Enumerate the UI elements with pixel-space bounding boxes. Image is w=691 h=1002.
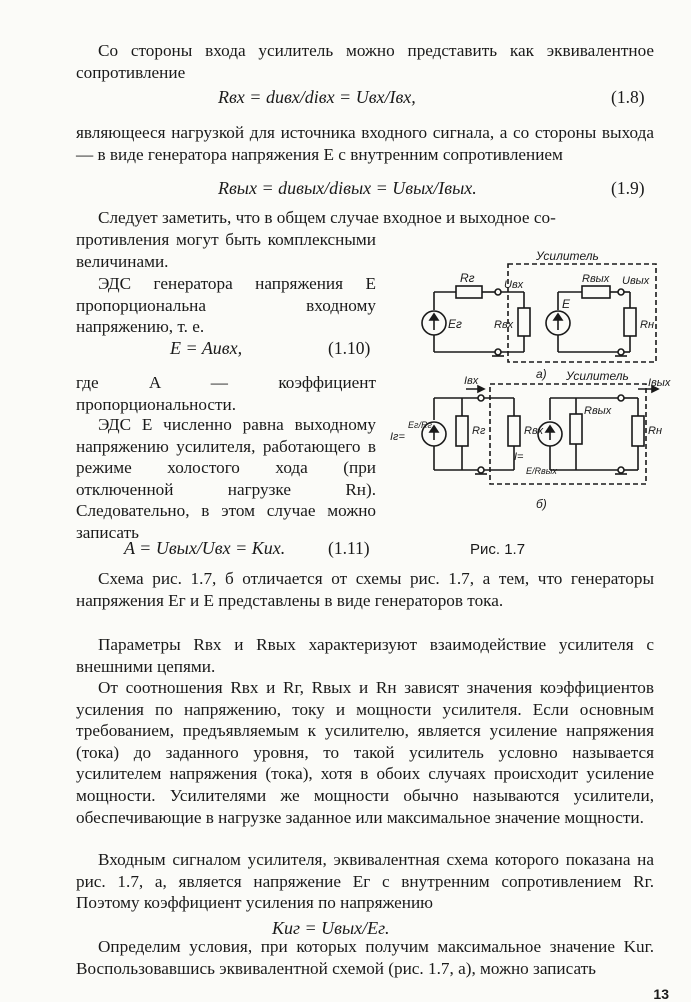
label-ig-fraction: Eг/Rг	[408, 420, 432, 430]
paragraph-output-resistance: являющееся нагрузкой для источника входного сигнала, а со стороны выхода — в виде генератора напряжения E с внутренним сопротивлением	[76, 123, 654, 164]
resistor-rg-a	[456, 286, 482, 298]
resistor-rvx-a	[518, 308, 530, 336]
equation-number-1-8: (1.8)	[611, 87, 645, 107]
formula-1-9: Rвых = duвых/diвых = Uвых/Iвых.	[218, 178, 477, 198]
paragraph-input-signal: Входным сигналом усилителя, эквивалентная схема которого показана на рис. 1.7, а, является напряжение Eг с внутренним сопротивлением Rг. Поэтому коэффициент усиления по напряжению	[76, 850, 654, 913]
paragraph-max-conditions: Определим условия, при которых получим максимальное значение Kuг. Воспользовавшись эквивалентной схемой (рис. 1.7, а), можно записать	[76, 937, 654, 978]
figure-1-7	[386, 248, 686, 528]
paragraph-figure-b-difference: Схема рис. 1.7, б отличается от схемы рис. 1.7, а тем, что генераторы напряжения Eг и E представлены в виде генераторов тока.	[76, 569, 654, 610]
paragraph-emf-proportional: ЭДС генератора напряжения E пропорциональна входному напряжению, т. е.	[76, 274, 376, 337]
paragraph-complex-note-a: Следует заметить, что в общем случае входное и выходное со-	[98, 208, 556, 227]
label-i-fraction: E/Rвых	[526, 466, 557, 476]
label-rvyx-b: Rвых	[584, 405, 612, 417]
resistor-rvyx-a	[582, 286, 610, 298]
label-e-a: E	[562, 297, 571, 311]
label-uvyx-a: Uвых	[622, 275, 650, 287]
paragraph-idle-mode: ЭДС E численно равна выходному напряжению усилителя, работающего в режиме холостого хода (при отключенной нагрузке Rн). Следовательно, в этом случае можно записать	[76, 415, 376, 542]
resistor-rvyx-b	[570, 414, 582, 444]
label-rn-b: Rн	[648, 425, 662, 437]
resistor-rg-b	[456, 416, 468, 446]
label-rvx-a: Rвх	[494, 319, 514, 331]
label-rg-b: Rг	[472, 425, 486, 437]
label-sub-b: б)	[536, 497, 547, 511]
paragraph-coefficient-a: где A — коэффициент пропорциональности.	[76, 373, 376, 414]
resistor-rn-b	[632, 416, 644, 446]
label-ivx-b: Iвх	[464, 375, 479, 387]
formula-1-10: E = Auвх,	[170, 338, 243, 358]
equation-number-1-9: (1.9)	[611, 178, 645, 198]
label-ig-b: Iг=	[390, 431, 405, 443]
equation-number-1-11: (1.11)	[328, 538, 370, 558]
label-rn-a: Rн	[640, 319, 654, 331]
label-rvyx-a: Rвых	[582, 273, 610, 285]
label-uvx-a: Uвх	[504, 279, 524, 291]
label-i-b: I=	[514, 451, 524, 463]
label-sub-a: а)	[536, 367, 547, 381]
label-eg-a: Eг	[448, 317, 462, 331]
paragraph-gain-dependence: От соотношения Rвх и Rг, Rвых и Rн зависят значения коэффициентов усиления по напряжению, току и мощности усилителя. Если основным требованием, предъявляемым к усилителю, является усиление напряжения (тока) до заданного уровня, то такой усилитель условно называется усилителем напряжения (тока), хотя в обоих случаях происходит усиление мощности. Усилителями же мощности обычно называются усилители, обеспечивающие в нагрузке заданное или максимальное значение мощности.	[76, 678, 654, 827]
label-amplifier-b: Усилитель	[566, 369, 629, 383]
formula-1-11: A = Uвых/Uвх = Kuх.	[124, 538, 286, 558]
label-ivyx-b: Iвых	[648, 377, 671, 389]
page-number: 13	[653, 986, 669, 1002]
paragraph-input-resistance: Со стороны входа усилитель можно представить как эквивалентное сопротивление	[76, 41, 654, 82]
equation-number-1-10: (1.10)	[328, 338, 371, 358]
resistor-rn-a	[624, 308, 636, 336]
label-rvx-b: Rвх	[524, 425, 544, 437]
formula-kug: Kuг = Uвых/Eг.	[272, 918, 390, 938]
label-rg-a: Rг	[460, 271, 475, 285]
paragraph-complex-note-b: противления могут быть комплексными величинами.	[76, 230, 376, 271]
label-amplifier-a: Усилитель	[536, 249, 599, 263]
paragraph-parameters: Параметры Rвх и Rвых характеризуют взаимодействие усилителя с внешними цепями.	[76, 635, 654, 676]
resistor-rvx-b	[508, 416, 520, 446]
figure-caption: Рис. 1.7	[470, 541, 526, 558]
formula-1-8: Rвх = duвх/diвх = Uвх/Iвх,	[218, 87, 416, 107]
